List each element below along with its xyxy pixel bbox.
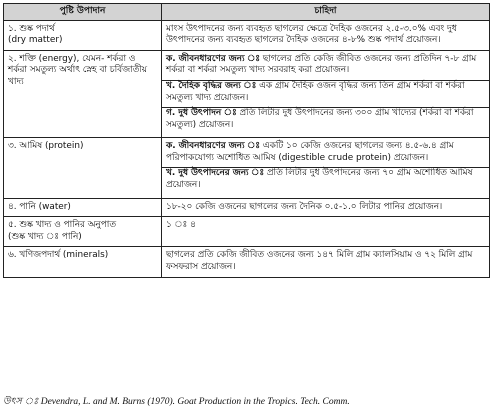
subpart-label: ক. জীবনধারণের জন্য ঃ [166,53,261,64]
subpart-text: প্রতি লিটার দুধ উৎপাদনের জন্য ৭০ গ্রাম অশোধিত আমিষ প্রয়োজন। [166,168,473,191]
table-row [4,247,490,277]
table-row [4,20,490,50]
requirement-subpart [162,105,489,134]
requirement-cell [162,138,490,198]
table-row [4,50,490,137]
nutrient-cell: ৫. শুষ্ক খাদ্য ও পানির অনুপাত (শুষ্ক খাদ্য ঃ পানি) [4,217,162,247]
requirement-subpart [162,165,489,194]
nutrient-cell: ১. শুষ্ক পদার্থ (dry matter) [4,20,162,50]
requirement-cell: ১৮-২০ কেজি ওজনের ছাগলের জন্য দৈনিক ০.৫-১.০ লিটার পানির প্রয়োজন। [162,198,490,217]
subpart-text: প্রতি লিটার দুধ উৎপাদনের জন্য ৩০০ গ্রাম খাদ্যের (শর্করা বা শর্করা সমতুল্য) প্রয়োজন। [166,108,474,130]
requirement-subpart [162,138,489,168]
subpart-label: খ. দৈহিক বৃদ্ধির জন্য ঃ [166,81,257,91]
nutrient-cell: ৩. আমিষ (protein) [4,138,162,198]
requirement-cell: মাংস উৎপাদনের জন্য ব্যবহৃত ছাগলের ক্ষেত্রে দৈহিক ওজনের ২.৫-৩.০% এবং দুধ উৎপাদনের জন্য ব্যবহৃত ছাগলের দৈহিক ওজনের ৪-৮% শুষ্ক পদার্থ প্রয়োজন। [162,20,490,50]
table-header-row [4,4,490,21]
table-row [4,198,490,217]
requirement-cell [162,50,490,137]
subpart-text: এক গ্রাম দৈহিক ওজন বৃদ্ধির জন্য তিন গ্রাম শর্করা বা শর্করা সমতুল্য খাদ্য প্রয়োজন। [166,81,465,103]
source-citation: উৎস ঃ Devendra, L. and M. Burns (1970). Goat Production in the Tropics. Tech. Comm. [3,397,350,407]
requirement-cell: ছাগলের প্রতি কেজি জীবিত ওজনের জন্য ১৪৭ মিলি গ্রাম ক্যালসিয়াম ও ৭২ মিলি গ্রাম ফসফরাস প্রয়োজন। [162,247,490,277]
requirement-subpart [162,78,489,108]
requirement-cell: ১ ঃ ৪ [162,217,490,247]
header-requirement: চাহিদা [162,4,490,21]
header-nutrient: পুষ্টি উপাদান [4,4,162,21]
nutrient-cell: ২. শক্তি (energy), যেমন- শর্করা ও শর্করা সমতুল্য অর্থাৎ স্নেহ বা চর্বিজাতীয় খাদ্য [4,50,162,137]
subpart-label: ক. জীবনধারণের জন্য ঃ [166,141,261,152]
nutrient-requirement-table [3,3,490,278]
table-row [4,138,490,198]
subpart-text: ছাগলের প্রতি কেজি জীবিত ওজনের জন্য প্রতিদিন ৭-৮ গ্রাম শর্করা বা শর্করা সমতুল্য খাদ্য সরবরাহ করা প্রয়োজন। [166,53,477,76]
nutrient-cell: ৪. পানি (water) [4,198,162,217]
requirement-subpart [162,51,489,81]
table-row [4,217,490,247]
nutrient-cell: ৬. খণিজপদার্থ (minerals) [4,247,162,277]
subpart-label: খ. দুধ উৎপাদনের জন্য ঃ [166,168,265,179]
subpart-label: গ. দুধ উৎপাদন ঃ [166,108,237,119]
subpart-text: একটি ১০ কেজি ওজনের ছাগলের জন্য ৪.৫-৬.৪ গ্রাম পরিপাকযোগ্য অশোধিত আমিষ (digestible crude protein) প্রয়োজন। [166,141,454,163]
